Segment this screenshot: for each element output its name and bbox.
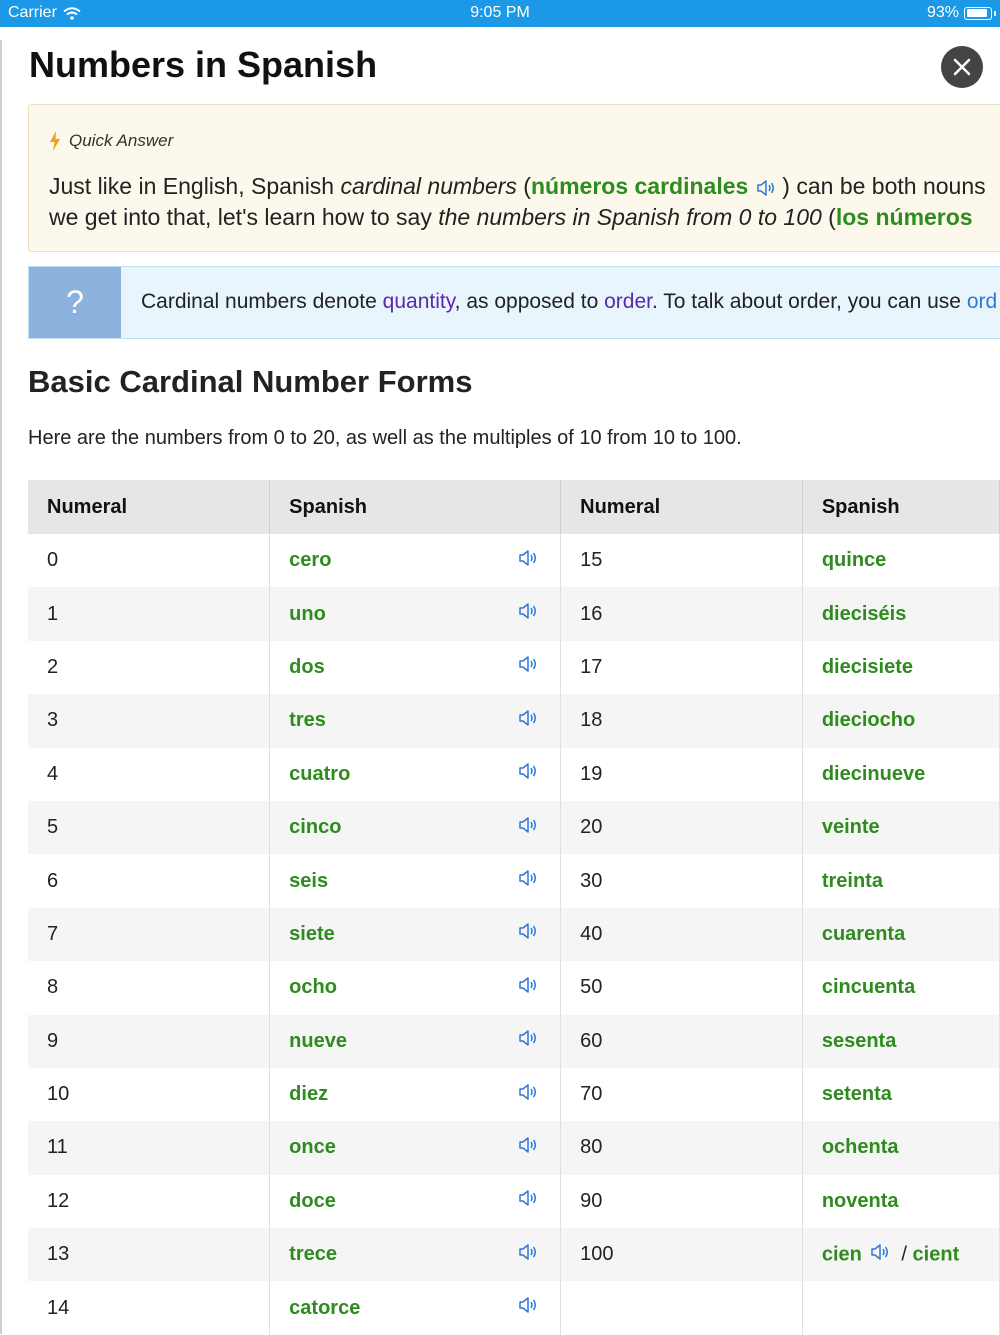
column-header-spanish: Spanish bbox=[802, 480, 999, 534]
spanish-word-link[interactable]: dos bbox=[289, 655, 325, 678]
battery-fill bbox=[967, 9, 987, 17]
table-row bbox=[28, 1121, 1000, 1174]
speaker-icon[interactable] bbox=[518, 816, 538, 840]
spanish-cell bbox=[270, 1281, 561, 1334]
table-row bbox=[28, 641, 1000, 694]
numeral-cell: 80 bbox=[561, 1121, 803, 1174]
numeral-cell: 9 bbox=[28, 1015, 270, 1068]
spanish-cell bbox=[802, 1228, 999, 1281]
info-text bbox=[141, 290, 997, 314]
table-row bbox=[28, 961, 1000, 1014]
spanish-cell bbox=[802, 1068, 999, 1121]
spanish-word-link[interactable]: quince bbox=[821, 549, 887, 572]
quantity-link[interactable]: quantity bbox=[382, 290, 455, 313]
spanish-word-link[interactable]: setenta bbox=[821, 1083, 892, 1106]
quick-answer-heading: Quick Answer bbox=[69, 131, 174, 150]
numeral-cell: 7 bbox=[28, 908, 270, 961]
speaker-icon[interactable] bbox=[518, 869, 538, 893]
close-icon bbox=[953, 58, 971, 76]
spanish-word-link[interactable]: cuatro bbox=[289, 762, 351, 785]
lightning-icon bbox=[49, 131, 61, 151]
spanish-word-link[interactable]: diecisiete bbox=[821, 655, 914, 678]
table-row bbox=[28, 854, 1000, 907]
column-header-spanish: Spanish bbox=[270, 480, 561, 534]
numeral-cell: 15 bbox=[561, 534, 803, 587]
spanish-word-link[interactable]: seis bbox=[289, 869, 329, 892]
numeral-cell: 13 bbox=[28, 1228, 270, 1281]
speaker-icon[interactable] bbox=[756, 179, 776, 197]
column-header-numeral: Numeral bbox=[28, 480, 270, 534]
speaker-icon[interactable] bbox=[518, 976, 538, 1000]
spanish-cell bbox=[802, 1175, 999, 1228]
numeral-cell: 50 bbox=[561, 961, 803, 1014]
table-row bbox=[28, 908, 1000, 961]
spanish-word-link[interactable]: nueve bbox=[289, 1029, 347, 1052]
speaker-icon[interactable] bbox=[518, 762, 538, 786]
spanish-word-link[interactable]: once bbox=[289, 1136, 336, 1159]
spanish-word-link[interactable]: dieciocho bbox=[821, 709, 916, 732]
spanish-word-link[interactable]: cinco bbox=[289, 816, 342, 839]
numeral-cell: 70 bbox=[561, 1068, 803, 1121]
spanish-cell bbox=[802, 801, 999, 854]
table-body bbox=[28, 534, 1000, 1335]
spanish-word-link[interactable]: catorce bbox=[289, 1296, 361, 1319]
spanish-cell bbox=[270, 1121, 561, 1174]
page-title: Numbers in Spanish bbox=[29, 44, 378, 85]
qa-text-segment: ( bbox=[516, 173, 531, 199]
qa-text-segment: ( bbox=[821, 204, 836, 230]
numbers-table bbox=[28, 480, 1000, 1335]
numeral-cell: 12 bbox=[28, 1175, 270, 1228]
numeral-cell: 100 bbox=[561, 1228, 803, 1281]
numeral-cell: 8 bbox=[28, 961, 270, 1014]
spanish-cell bbox=[802, 587, 999, 640]
qa-term-cardinal-numbers: cardinal numbers bbox=[340, 173, 517, 199]
numeral-cell: 16 bbox=[561, 587, 803, 640]
table-row bbox=[28, 801, 1000, 854]
spanish-word-link[interactable]: tres bbox=[289, 709, 326, 732]
numeral-cell: 60 bbox=[561, 1015, 803, 1068]
numeral-cell: 30 bbox=[561, 854, 803, 907]
spanish-cell bbox=[270, 694, 561, 747]
qa-text-segment: Just like in English, Spanish bbox=[49, 173, 341, 199]
spanish-cell bbox=[270, 748, 561, 801]
spanish-word-link[interactable]: cient bbox=[912, 1243, 960, 1266]
numeral-cell: 2 bbox=[28, 641, 270, 694]
numeral-cell: 10 bbox=[28, 1068, 270, 1121]
info-callout bbox=[28, 266, 1000, 339]
quick-answer-line-1 bbox=[49, 171, 1000, 202]
spanish-word-link[interactable]: treinta bbox=[821, 869, 883, 892]
left-edge-divider bbox=[0, 40, 2, 1334]
status-bar bbox=[0, 0, 1000, 27]
spanish-cell bbox=[802, 1015, 999, 1068]
table-row bbox=[28, 1175, 1000, 1228]
spanish-cell bbox=[270, 1068, 561, 1121]
numeral-cell: 11 bbox=[28, 1121, 270, 1174]
spanish-word-link[interactable]: dieciséis bbox=[821, 602, 907, 625]
spanish-cell bbox=[802, 908, 999, 961]
order-link[interactable]: order bbox=[604, 290, 652, 313]
quick-answer-box bbox=[28, 104, 1000, 252]
spanish-cell bbox=[270, 587, 561, 640]
spanish-cell bbox=[270, 641, 561, 694]
battery-group bbox=[927, 4, 992, 22]
table-row bbox=[28, 1015, 1000, 1068]
spanish-cell bbox=[802, 1121, 999, 1174]
table-row bbox=[28, 1281, 1000, 1334]
spanish-cell bbox=[802, 641, 999, 694]
spanish-cell bbox=[270, 961, 561, 1014]
numeral-cell: 40 bbox=[561, 908, 803, 961]
table-row bbox=[28, 1228, 1000, 1281]
section-intro: Here are the numbers from 0 to 20, as well as the multiples of 10 from 10 to 100. bbox=[28, 427, 742, 449]
spanish-word-link[interactable]: cuarenta bbox=[821, 922, 906, 945]
speaker-icon[interactable] bbox=[518, 1083, 538, 1107]
table-row bbox=[28, 748, 1000, 801]
spanish-word-link[interactable]: ocho bbox=[289, 976, 337, 999]
spanish-cell bbox=[270, 801, 561, 854]
numeral-cell: 1 bbox=[28, 587, 270, 640]
spanish-word-link[interactable]: noventa bbox=[821, 1189, 899, 1212]
spanish-word-link[interactable]: ochenta bbox=[821, 1136, 899, 1159]
table-row bbox=[28, 587, 1000, 640]
table-row bbox=[28, 1068, 1000, 1121]
spanish-cell bbox=[270, 1175, 561, 1228]
table-header-row bbox=[28, 480, 1000, 534]
speaker-icon[interactable] bbox=[518, 549, 538, 573]
spanish-cell bbox=[270, 1015, 561, 1068]
spanish-cell bbox=[270, 534, 561, 587]
quick-answer-heading-group bbox=[49, 131, 173, 151]
battery-percent: 93% bbox=[926, 4, 959, 21]
question-icon: ? bbox=[29, 267, 121, 338]
spanish-word-link[interactable]: cero bbox=[289, 549, 332, 572]
spanish-word-link[interactable]: diecinueve bbox=[821, 762, 926, 785]
numeral-cell: 90 bbox=[561, 1175, 803, 1228]
numeral-cell: 18 bbox=[561, 694, 803, 747]
numeral-cell: 19 bbox=[561, 748, 803, 801]
info-text-segment: . To talk about order, you can use bbox=[651, 290, 967, 313]
speaker-icon[interactable] bbox=[518, 602, 538, 626]
numeral-cell: 0 bbox=[28, 534, 270, 587]
spanish-cell bbox=[802, 694, 999, 747]
carrier-label: Carrier bbox=[8, 4, 57, 21]
speaker-icon[interactable] bbox=[518, 1136, 538, 1160]
qa-term-numbers-0-100: the numbers in Spanish from 0 to 100 bbox=[438, 204, 822, 230]
qa-spanish-term-link[interactable]: números cardinales bbox=[530, 173, 749, 199]
quick-answer-text bbox=[49, 171, 1000, 233]
ordinal-numbers-link[interactable]: ord bbox=[966, 290, 998, 313]
table-row bbox=[28, 534, 1000, 587]
speaker-icon[interactable] bbox=[518, 655, 538, 679]
spanish-word-link[interactable]: doce bbox=[289, 1189, 336, 1212]
spanish-cell bbox=[802, 534, 999, 587]
spanish-word-link[interactable]: uno bbox=[289, 602, 326, 625]
speaker-icon[interactable] bbox=[518, 709, 538, 733]
spanish-cell bbox=[802, 854, 999, 907]
battery-icon bbox=[964, 7, 992, 20]
numeral-cell: 17 bbox=[561, 641, 803, 694]
column-header-numeral: Numeral bbox=[561, 480, 803, 534]
spanish-word-link[interactable]: sesenta bbox=[821, 1029, 897, 1052]
close-button[interactable] bbox=[941, 46, 983, 88]
spanish-cell bbox=[802, 961, 999, 1014]
numeral-cell: 4 bbox=[28, 748, 270, 801]
info-text-segment: Cardinal numbers denote bbox=[141, 290, 383, 313]
numeral-cell: 3 bbox=[28, 694, 270, 747]
spanish-cell bbox=[802, 1281, 999, 1334]
numeral-cell: 14 bbox=[28, 1281, 270, 1334]
numeral-cell bbox=[561, 1281, 803, 1334]
speaker-icon[interactable] bbox=[870, 1243, 890, 1267]
spanish-cell bbox=[270, 854, 561, 907]
spanish-word-link[interactable]: cincuenta bbox=[821, 976, 916, 999]
spanish-cell bbox=[270, 1228, 561, 1281]
info-text-segment: , as opposed to bbox=[454, 290, 605, 313]
spanish-word-link[interactable]: cien bbox=[821, 1243, 862, 1266]
spanish-word-link[interactable]: diez bbox=[289, 1083, 329, 1106]
speaker-icon[interactable] bbox=[518, 1296, 538, 1320]
speaker-icon[interactable] bbox=[518, 1029, 538, 1053]
qa-text-segment: we get into that, let's learn how to say bbox=[49, 204, 439, 230]
spanish-word-link[interactable]: siete bbox=[289, 922, 335, 945]
numeral-cell: 5 bbox=[28, 801, 270, 854]
speaker-icon[interactable] bbox=[518, 922, 538, 946]
status-time: 9:05 PM bbox=[470, 4, 530, 21]
spanish-word-link[interactable]: trece bbox=[289, 1243, 337, 1266]
speaker-icon[interactable] bbox=[518, 1243, 538, 1267]
speaker-icon[interactable] bbox=[518, 1189, 538, 1213]
spanish-cell bbox=[802, 748, 999, 801]
spanish-word-link[interactable]: veinte bbox=[821, 816, 880, 839]
alternate-separator: / bbox=[895, 1243, 913, 1266]
spanish-cell bbox=[270, 908, 561, 961]
qa-spanish-term-link[interactable]: los números bbox=[835, 204, 973, 230]
numeral-cell: 6 bbox=[28, 854, 270, 907]
numeral-cell: 20 bbox=[561, 801, 803, 854]
table-row bbox=[28, 694, 1000, 747]
qa-text-segment: ) can be both nouns bbox=[782, 173, 986, 199]
section-title: Basic Cardinal Number Forms bbox=[28, 364, 473, 399]
quick-answer-line-2 bbox=[49, 202, 1000, 233]
